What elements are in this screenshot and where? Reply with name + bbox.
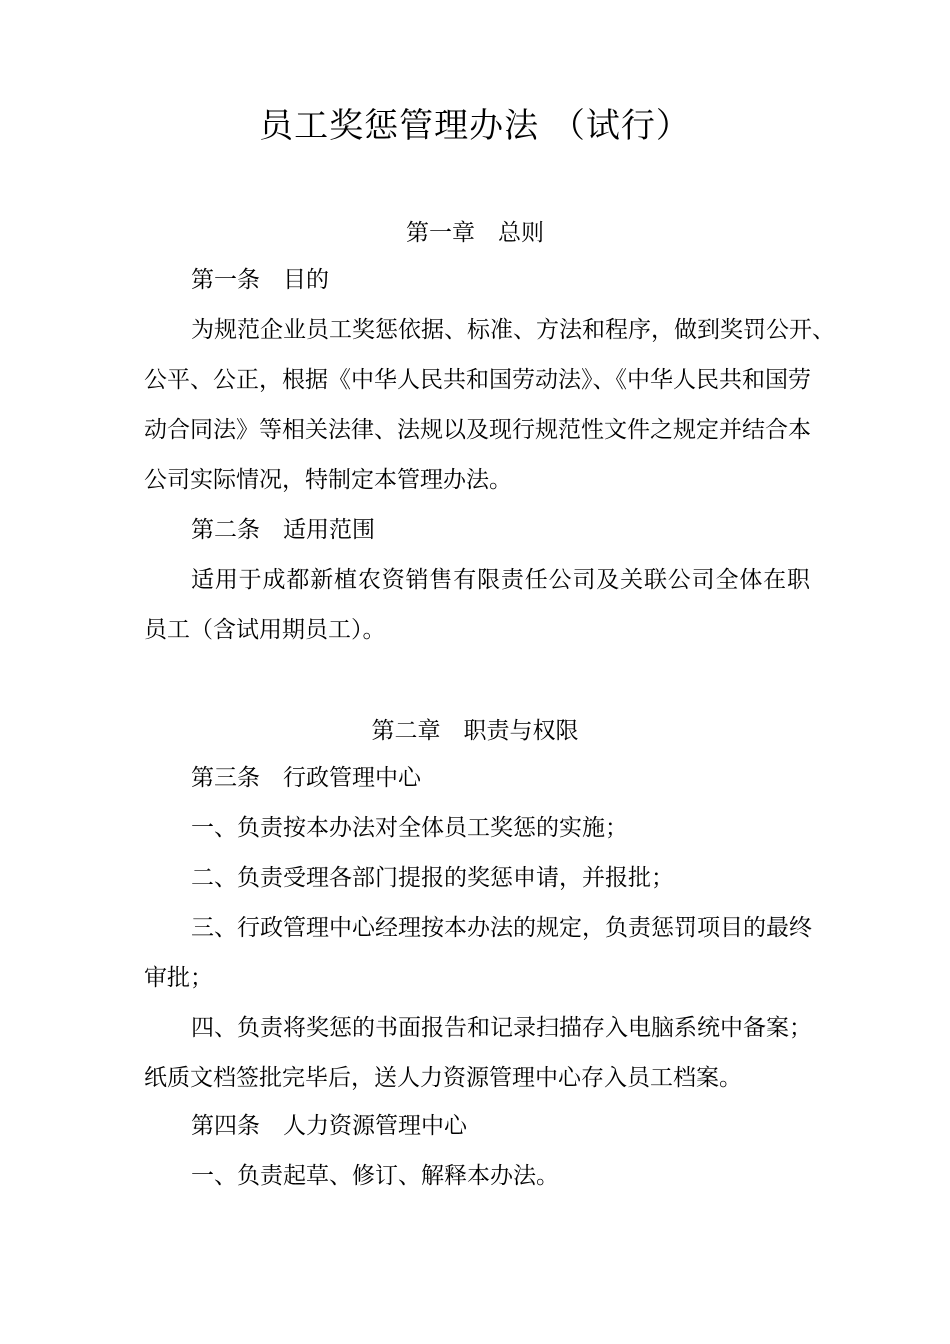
chapter-1-heading: 第一章 总则 xyxy=(406,220,544,246)
article-2-heading: 第二条 适用范围 xyxy=(191,517,375,543)
chapter-2-heading: 第二章 职责与权限 xyxy=(371,718,579,744)
article-3-line: 四、负责将奖惩的书面报告和记录扫描存入电脑系统中备案； xyxy=(191,1015,812,1041)
article-3-line: 三、行政管理中心经理按本办法的规定，负责惩罚项目的最终 xyxy=(191,915,812,941)
article-2-line: 适用于成都新植农资销售有限责任公司及关联公司全体在职 xyxy=(191,567,810,593)
article-3-line: 二、负责受理各部门提报的奖惩申请，并报批； xyxy=(191,865,674,891)
document-title: 员工奖惩管理办法 （试行） xyxy=(259,106,691,146)
article-1-line: 动合同法》等相关法律、法规以及现行规范性文件之规定并结合本 xyxy=(144,417,811,443)
article-3-line: 纸质文档签批完毕后，送人力资源管理中心存入员工档案。 xyxy=(144,1065,742,1091)
article-4-line: 一、负责起草、修订、解释本办法。 xyxy=(191,1163,559,1189)
article-1-line: 为规范企业员工奖惩依据、标准、方法和程序，做到奖罚公开、 xyxy=(191,317,835,343)
article-3-line: 一、负责按本办法对全体员工奖惩的实施； xyxy=(191,815,628,841)
article-1-line: 公平、公正，根据《中华人民共和国劳动法》、《中华人民共和国劳 xyxy=(144,367,811,393)
article-4-heading: 第四条 人力资源管理中心 xyxy=(191,1113,467,1139)
article-2-line: 员工（含试用期员工）。 xyxy=(144,617,386,643)
article-1-line: 公司实际情况，特制定本管理办法。 xyxy=(144,467,512,493)
article-1-heading: 第一条 目的 xyxy=(191,267,329,293)
article-3-line: 审批； xyxy=(144,965,213,991)
article-3-heading: 第三条 行政管理中心 xyxy=(191,765,421,791)
